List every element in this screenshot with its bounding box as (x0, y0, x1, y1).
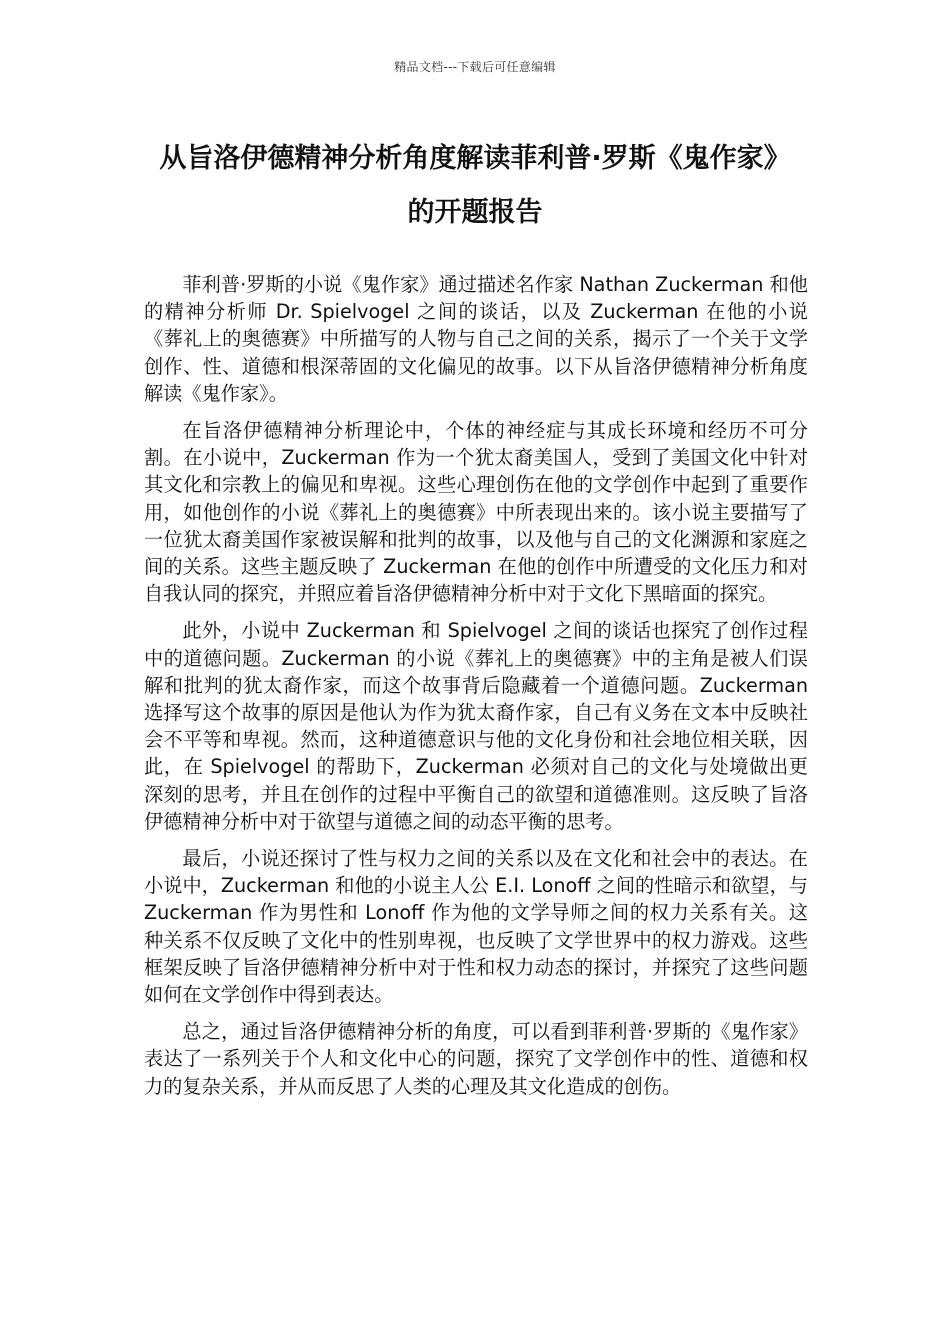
paragraph-2: 在旨洛伊德精神分析理论中，个体的神经症与其成长环境和经历不可分割。在小说中，Zuckerman 作为一个犹太裔美国人，受到了美国文化中针对其文化和宗教上的偏见和卑视。这些心理创伤在他的文学创作中起到了重要作用，如他创作的小说《葬礼上的奥德赛》中所表现出来的。该小说主要描写了一位犹太裔美国作家被误解和批判的故事，以及他与自己的文化渊源和家庭之间的关系。这些主题反映了 Zuckerman 在他的创作中所遭受的文化压力和对自我认同的探究，并照应着旨洛伊德精神分析中对于文化下黑暗面的探究。 (144, 419, 808, 606)
paragraph-3: 此外，小说中 Zuckerman 和 Spielvogel 之间的谈话也探究了创作过程中的道德问题。Zuckerman 的小说《葬礼上的奥德赛》中的主角是被人们误解和批判的犹太裔作家，而这个故事背后隐藏着一个道德问题。Zuckerman 选择写这个故事的原因是他认为作为犹太裔作家，自己有义务在文本中反映社会不平等和卑视。然而，这种道德意识与他的文化身份和社会地位相关联，因此，在 Spielvogel 的帮助下，Zuckerman 必须对自己的文化与处境做出更深刻的思考，并且在创作的过程中平衡自己的欲望和道德准则。这反映了旨洛伊德精神分析中对于欲望与道德之间的动态平衡的思考。 (144, 619, 808, 833)
paragraph-1: 菲利普·罗斯的小说《鬼作家》通过描述名作家 Nathan Zuckerman 和他的精神分析师 Dr. Spielvogel 之间的谈话，以及 Zuckerman 在他的小说《葬礼上的奥德赛》中所描写的人物与自己之间的关系，揭示了一个关于文学创作、性、道德和根深蒂固的文化偏见的故事。以下从旨洛伊德精神分析角度解读《鬼作家》。 (144, 273, 808, 405)
paragraph-5: 总之，通过旨洛伊德精神分析的角度，可以看到菲利普·罗斯的《鬼作家》表达了一系列关于个人和文化中心的问题，探究了文学创作中的性、道德和权力的复杂关系，并从而反思了人类的心理及其文化造成的创伤。 (144, 1020, 808, 1098)
paragraph-4: 最后，小说还探讨了性与权力之间的关系以及在文化和社会中的表达。在小说中，Zuckerman 和他的小说主人公 E.I. Lonoff 之间的性暗示和欲望，与 Zuckerman 作为男性和 Lonoff 作为他的文学导师之间的权力关系有关。这种关系不仅反映了文化中的性别卑视，也反映了文学世界中的权力游戏。这些框架反映了旨洛伊德精神分析中对于性和权力动态的探讨，并探究了这些问题如何在文学创作中得到表达。 (144, 847, 808, 1007)
document-title: 从旨洛伊德精神分析角度解读菲利普·罗斯《鬼作家》的开题报告 (159, 143, 791, 228)
header-note: 精品文档---下载后可任意编辑 (394, 60, 556, 74)
document-body (144, 271, 808, 1110)
